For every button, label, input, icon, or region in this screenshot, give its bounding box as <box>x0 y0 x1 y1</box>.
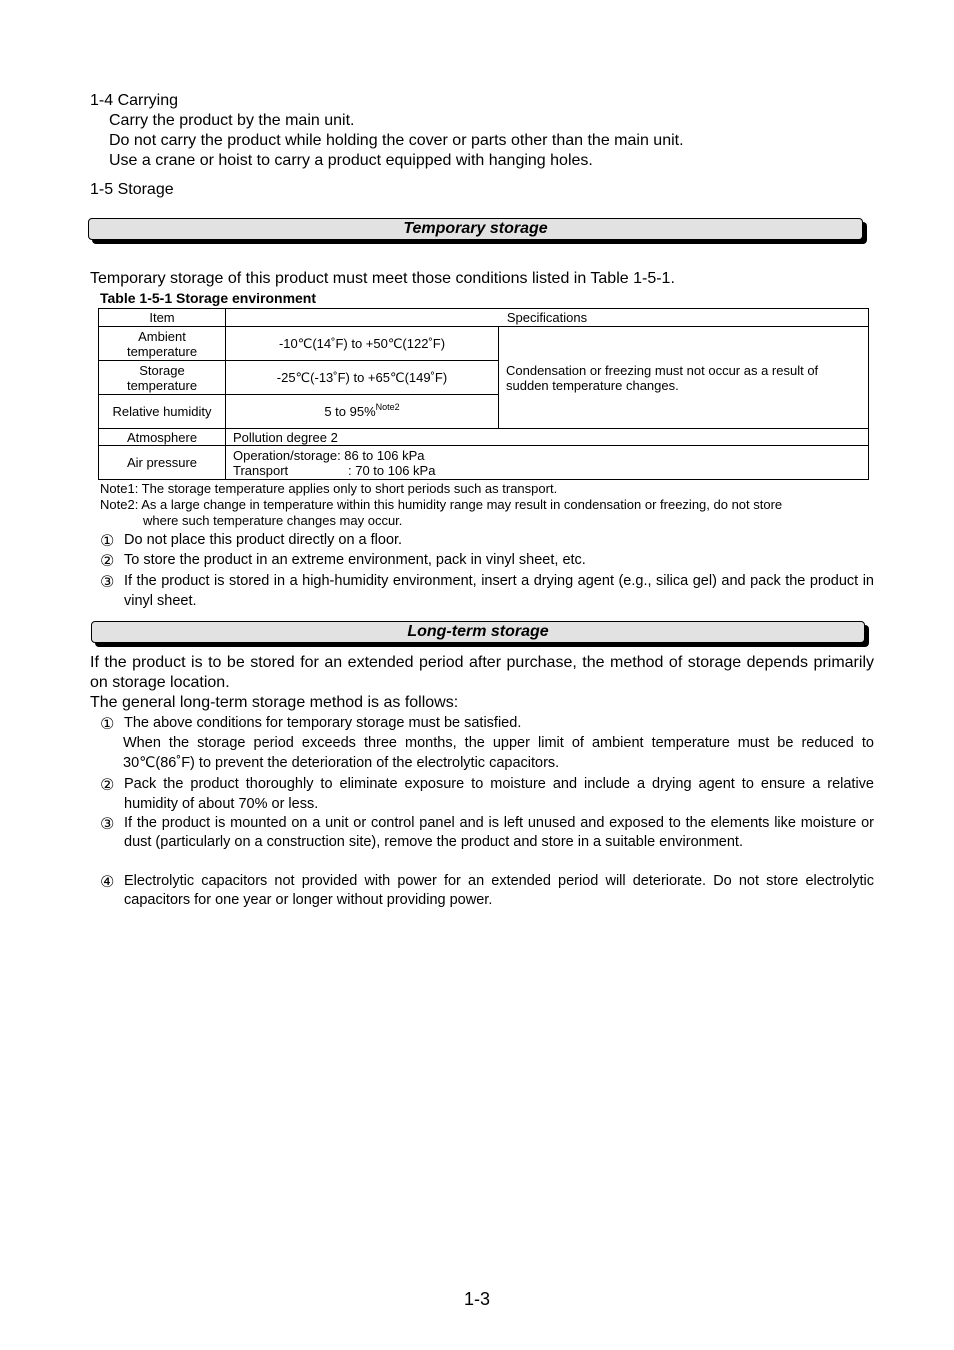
long-item-2-mark: ② <box>100 775 115 794</box>
temp-item-1-mark: ① <box>100 531 115 550</box>
storage-environment-table <box>98 308 869 480</box>
long-item-1: The above conditions for temporary storage must be satisfied. <box>124 715 522 731</box>
air-pressure-label: Air pressure <box>99 446 226 480</box>
longterm-intro-2: The general long-term storage method is as follows: <box>90 694 459 711</box>
table-row-air-pressure <box>99 446 869 480</box>
header-item: Item <box>99 309 226 327</box>
temp-item-1: Do not place this product directly on a floor. <box>124 532 403 548</box>
table-row-atmosphere <box>99 429 869 446</box>
humidity-value-cell <box>226 395 499 429</box>
humidity-label: Relative humidity <box>99 395 226 429</box>
long-item-3-mark: ③ <box>100 814 115 833</box>
temporary-intro: Temporary storage of this product must meet those conditions listed in Table 1-5-1. <box>90 270 675 287</box>
table-caption: Table 1-5-1 Storage environment <box>100 290 317 306</box>
longterm-intro-1: If the product is to be stored for an extended period after purchase, the method of storage depends primarily on storage location. <box>90 654 874 691</box>
storage-label: Storage temperature <box>99 361 226 395</box>
carrying-line-3: Use a crane or hoist to carry a product equipped with hanging holes. <box>109 152 593 169</box>
long-item-4: Electrolytic capacitors not provided with power for an extended period will deteriorate. Do not store electrolytic capacitors for one year or longer without providing power. <box>124 873 874 908</box>
section-heading-storage: 1-5 Storage <box>90 181 174 198</box>
table-note-1: Note1: The storage temperature applies only to short periods such as transport. <box>100 481 558 496</box>
humidity-value: 5 to 95% <box>324 404 376 419</box>
long-item-1-subtext: When the storage period exceeds three months, the upper limit of ambient temperature must be reduced to 30℃(86˚F) to prevent the deterioration of the electrolytic capacitors. <box>123 735 874 771</box>
temporary-storage-banner: Temporary storage <box>88 218 863 240</box>
table-note-2-cont: where such temperature changes may occur. <box>143 513 403 528</box>
temp-item-3-mark: ③ <box>100 572 115 591</box>
air-pressure-operation: Operation/storage: 86 to 106 kPa <box>233 447 425 463</box>
long-item-4-mark: ④ <box>100 872 115 891</box>
table-row-ambient <box>99 327 869 361</box>
long-item-3: If the product is mounted on a unit or control panel and is left unused and exposed to the elements like moisture or dust (particularly on a construction site), remove the product and store in a suitable environment. <box>124 815 874 850</box>
header-specifications: Specifications <box>226 309 869 327</box>
atmosphere-label: Atmosphere <box>99 429 226 446</box>
table-note-2: Note2: As a large change in temperature within this humidity range may result in condensation or freezing, do not store <box>100 497 783 512</box>
page-number: 1-3 <box>464 1289 491 1309</box>
atmosphere-value: Pollution degree 2 <box>226 429 869 446</box>
table-header-row <box>99 309 869 327</box>
carrying-line-1: Carry the product by the main unit. <box>109 112 355 129</box>
storage-value: -25℃(-13˚F) to +65℃(149˚F) <box>226 361 499 395</box>
air-pressure-transport: Transport : 70 to 106 kPa <box>233 462 436 478</box>
condensation-note: Condensation or freezing must not occur as a result of sudden temperature changes. <box>499 327 869 429</box>
ambient-label: Ambient temperature <box>99 327 226 361</box>
section-heading-carrying: 1-4 Carrying <box>90 92 179 109</box>
long-item-1-mark: ① <box>100 714 115 733</box>
carrying-line-2: Do not carry the product while holding the cover or parts other than the main unit. <box>109 132 684 149</box>
temp-item-2: To store the product in an extreme environment, pack in vinyl sheet, etc. <box>124 552 586 568</box>
ambient-value: -10℃(14˚F) to +50℃(122˚F) <box>226 327 499 361</box>
air-pressure-value <box>226 446 869 480</box>
temp-item-2-mark: ② <box>100 551 115 570</box>
long-term-storage-banner: Long-term storage <box>91 621 865 643</box>
humidity-note-ref: Note2 <box>375 402 400 412</box>
temp-item-3: If the product is stored in a high-humidity environment, insert a drying agent (e.g., silica gel) and pack the product in vinyl sheet. <box>124 573 874 609</box>
long-item-2: Pack the product thoroughly to eliminate exposure to moisture and include a drying agent to ensure a relative humidity of about 70% or less. <box>124 776 874 812</box>
